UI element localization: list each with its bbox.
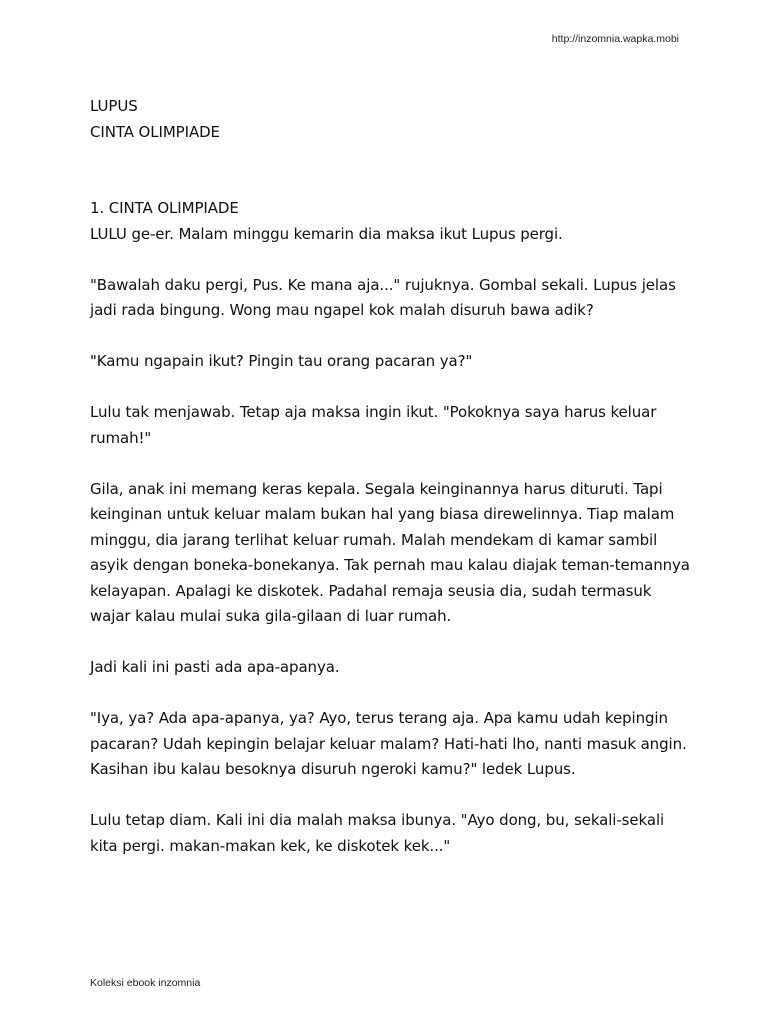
title-block bbox=[90, 94, 690, 145]
footer-text: Koleksi ebook inzomnia bbox=[90, 977, 201, 989]
paragraph: LULU ge-er. Malam minggu kemarin dia maksa ikut Lupus pergi. bbox=[90, 224, 563, 243]
paragraph: "Bawalah daku pergi, Pus. Ke mana aja..." rujuknya. Gombal sekali. Lupus jelas jadi rada bingung. Wong mau ngapel kok malah disuruh bawa adik? bbox=[90, 275, 676, 319]
book-title: CINTA OLIMPIADE bbox=[90, 122, 220, 141]
chapter-heading: 1. CINTA OLIMPIADE bbox=[90, 199, 239, 217]
header-url: http://inzomnia.wapka.mobi bbox=[551, 33, 679, 45]
paragraph: "Iya, ya? Ada apa-apanya, ya? Ayo, terus terang aja. Apa kamu udah kepingin pacaran? Udah kepingin belajar keluar malam? Hati-hati lho, nanti masuk angin. Kasihan ibu kalau besoknya disuruh ngeroki kamu?" ledek Lupus. bbox=[90, 709, 687, 778]
document-body bbox=[90, 94, 690, 885]
paragraph: Lulu tetap diam. Kali ini dia malah maksa ibunya. "Ayo dong, bu, sekali-sekali kita pergi. makan-makan kek, ke diskotek kek..." bbox=[90, 811, 665, 855]
paragraph: Gila, anak ini memang keras kepala. Segala keinginannya harus dituruti. Tapi keinginan untuk keluar malam bukan hal yang biasa direwelinnya. Tiap malam minggu, dia jarang terlihat keluar rumah. Malah mendekam di kamar sambil asyik dengan boneka-bonekanya. Tak pernah mau kalau diajak teman-temannya kelayapan. Apalagi ke diskotek. Padahal remaja seusia dia, sudah termasuk wajar kalau mulai suka gila-gilaan di luar rumah. bbox=[90, 479, 690, 625]
paragraph: Lulu tak menjawab. Tetap aja maksa ingin ikut. "Pokoknya saya harus keluar rumah!" bbox=[90, 403, 657, 447]
paragraph: "Kamu ngapain ikut? Pingin tau orang pacaran ya?" bbox=[90, 352, 473, 370]
book-series: LUPUS bbox=[90, 97, 138, 115]
paragraph: Jadi kali ini pasti ada apa-apanya. bbox=[90, 658, 340, 676]
